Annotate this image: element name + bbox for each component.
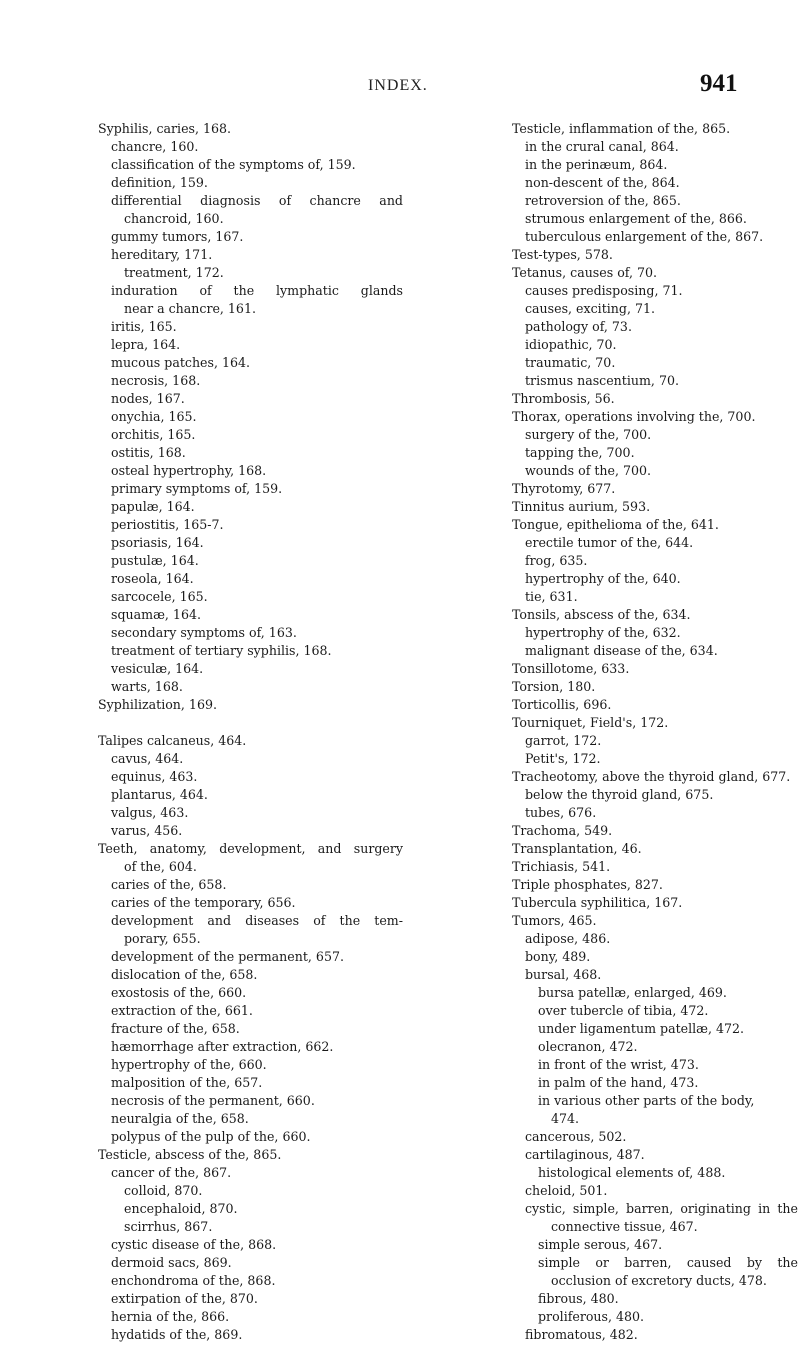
index-sub-entry: chancre, 160.: [111, 139, 199, 154]
index-sub-entry: cartilaginous, 487.: [525, 1147, 645, 1162]
index-heading-entry: Thrombosis, 56.: [512, 391, 615, 406]
index-heading-entry: Trichiasis, 541.: [512, 859, 611, 874]
index-sub-entry: polypus of the pulp of the, 660.: [111, 1129, 311, 1144]
index-sub-entry: primary symptoms of, 159.: [111, 481, 283, 496]
index-heading-entry: Transplantation, 46.: [512, 841, 642, 856]
index-heading-entry: Teeth, anatomy, development, and surgery: [98, 841, 403, 856]
index-heading-entry: Testicle, abscess of the, 865.: [98, 1147, 282, 1162]
index-sub-entry: orchitis, 165.: [111, 427, 196, 442]
index-sub-entry: osteal hypertrophy, 168.: [111, 463, 267, 478]
index-heading-entry: Tubercula syphilitica, 167.: [512, 895, 683, 910]
index-sub-entry: bony, 489.: [525, 949, 591, 964]
index-sub-entry: pustulæ, 164.: [111, 553, 199, 568]
index-sub-entry: in the perinæum, 864.: [525, 157, 668, 172]
index-sub-entry: tapping the, 700.: [525, 445, 635, 460]
index-sub-entry: sarcocele, 165.: [111, 589, 208, 604]
index-heading-entry: Torticollis, 696.: [512, 697, 612, 712]
index-sub-entry: ostitis, 168.: [111, 445, 186, 460]
index-sub-entry: in palm of the hand, 473.: [538, 1075, 699, 1090]
index-gap: [98, 714, 403, 732]
index-sub-entry: occlusion of excretory ducts, 478.: [551, 1273, 767, 1288]
index-sub-entry: non-descent of the, 864.: [525, 175, 680, 190]
index-sub-entry: hæmorrhage after extraction, 662.: [111, 1039, 334, 1054]
index-sub-entry: dermoid sacs, 869.: [111, 1255, 232, 1270]
index-sub-entry: cystic, simple, barren, originating in the: [525, 1201, 798, 1216]
index-column-right: [512, 120, 798, 1344]
index-heading-entry: Tetanus, causes of, 70.: [512, 265, 658, 280]
index-sub-entry: tie, 631.: [525, 589, 578, 604]
page-number: 941: [700, 70, 738, 97]
index-sub-entry: olecranon, 472.: [538, 1039, 638, 1054]
index-sub-entry: induration of the lymphatic glands: [111, 283, 403, 298]
index-sub-entry: varus, 456.: [111, 823, 183, 838]
index-sub-entry: hypertrophy of the, 632.: [525, 625, 681, 640]
index-sub-entry: wounds of the, 700.: [525, 463, 652, 478]
index-sub-entry: hereditary, 171.: [111, 247, 213, 262]
index-sub-entry: necrosis of the permanent, 660.: [111, 1093, 315, 1108]
index-sub-entry: retroversion of the, 865.: [525, 193, 681, 208]
index-sub-entry: cancerous, 502.: [525, 1129, 627, 1144]
index-sub-entry: in the crural canal, 864.: [525, 139, 679, 154]
index-sub-entry: necrosis, 168.: [111, 373, 201, 388]
index-sub-entry: hypertrophy of the, 640.: [525, 571, 681, 586]
index-sub-entry: strumous enlargement of the, 866.: [525, 211, 747, 226]
index-heading-entry: Syphilis, caries, 168.: [98, 121, 232, 136]
index-sub-entry: garrot, 172.: [525, 733, 602, 748]
index-sub-entry: fibromatous, 482.: [525, 1327, 638, 1342]
index-sub-entry: adipose, 486.: [525, 931, 611, 946]
index-sub-entry: 474.: [551, 1111, 580, 1126]
index-sub-entry: erectile tumor of the, 644.: [525, 535, 694, 550]
index-sub-entry: encephaloid, 870.: [124, 1201, 238, 1216]
index-sub-entry: hypertrophy of the, 660.: [111, 1057, 267, 1072]
index-heading-entry: Trachoma, 549.: [512, 823, 613, 838]
index-sub-entry: extraction of the, 661.: [111, 1003, 253, 1018]
index-sub-entry: idiopathic, 70.: [525, 337, 617, 352]
index-sub-entry: mucous patches, 164.: [111, 355, 251, 370]
index-sub-entry: exostosis of the, 660.: [111, 985, 247, 1000]
index-sub-entry: of the, 604.: [124, 859, 197, 874]
index-sub-entry: onychia, 165.: [111, 409, 197, 424]
index-sub-entry: nodes, 167.: [111, 391, 185, 406]
index-sub-entry: traumatic, 70.: [525, 355, 616, 370]
index-sub-entry: equinus, 463.: [111, 769, 198, 784]
index-sub-entry: treatment of tertiary syphilis, 168.: [111, 643, 332, 658]
index-sub-entry: colloid, 870.: [124, 1183, 203, 1198]
index-sub-entry: simple or barren, caused by the: [538, 1255, 798, 1270]
index-sub-entry: malposition of the, 657.: [111, 1075, 263, 1090]
index-sub-entry: porary, 655.: [124, 931, 201, 946]
index-sub-entry: neuralgia of the, 658.: [111, 1111, 249, 1126]
index-sub-entry: below the thyroid gland, 675.: [525, 787, 714, 802]
index-sub-entry: squamæ, 164.: [111, 607, 201, 622]
index-sub-entry: development of the permanent, 657.: [111, 949, 344, 964]
index-sub-entry: in front of the wrist, 473.: [538, 1057, 699, 1072]
index-sub-entry: papulæ, 164.: [111, 499, 195, 514]
index-sub-entry: vesiculæ, 164.: [111, 661, 204, 676]
index-heading-entry: Testicle, inflammation of the, 865.: [512, 121, 731, 136]
index-sub-entry: caries of the temporary, 656.: [111, 895, 296, 910]
index-sub-entry: cheloid, 501.: [525, 1183, 608, 1198]
index-heading-entry: Talipes calcaneus, 464.: [98, 733, 247, 748]
index-sub-entry: gummy tumors, 167.: [111, 229, 244, 244]
index-sub-entry: surgery of the, 700.: [525, 427, 652, 442]
index-heading-entry: Tonsillotome, 633.: [512, 661, 630, 676]
index-sub-entry: malignant disease of the, 634.: [525, 643, 718, 658]
index-sub-entry: bursa patellæ, enlarged, 469.: [538, 985, 727, 1000]
index-sub-entry: in various other parts of the body,: [538, 1093, 755, 1108]
index-sub-entry: enchondroma of the, 868.: [111, 1273, 276, 1288]
index-sub-entry: development and diseases of the tem-: [111, 913, 403, 928]
index-heading-entry: Tongue, epithelioma of the, 641.: [512, 517, 719, 532]
index-sub-entry: fibrous, 480.: [538, 1291, 619, 1306]
index-sub-entry: near a chancre, 161.: [124, 301, 256, 316]
index-sub-entry: simple serous, 467.: [538, 1237, 663, 1252]
index-heading-entry: Test-types, 578.: [512, 247, 613, 262]
index-sub-entry: cystic disease of the, 868.: [111, 1237, 277, 1252]
index-sub-entry: differential diagnosis of chancre and: [111, 193, 403, 208]
index-sub-entry: pathology of, 73.: [525, 319, 632, 334]
index-heading-entry: Tumors, 465.: [512, 913, 597, 928]
index-sub-entry: Petit's, 172.: [525, 751, 601, 766]
index-sub-entry: classification of the symptoms of, 159.: [111, 157, 356, 172]
index-sub-entry: hernia of the, 866.: [111, 1309, 230, 1324]
index-sub-entry: plantarus, 464.: [111, 787, 208, 802]
index-sub-entry: secondary symptoms of, 163.: [111, 625, 297, 640]
index-sub-entry: over tubercle of tibia, 472.: [538, 1003, 709, 1018]
index-sub-entry: psoriasis, 164.: [111, 535, 204, 550]
index-sub-entry: dislocation of the, 658.: [111, 967, 258, 982]
index-sub-entry: bursal, 468.: [525, 967, 602, 982]
index-sub-entry: extirpation of the, 870.: [111, 1291, 258, 1306]
index-sub-entry: warts, 168.: [111, 679, 183, 694]
index-sub-entry: under ligamentum patellæ, 472.: [538, 1021, 745, 1036]
index-sub-entry: causes, exciting, 71.: [525, 301, 655, 316]
index-sub-entry: scirrhus, 867.: [124, 1219, 213, 1234]
index-heading-entry: Triple phosphates, 827.: [512, 877, 663, 892]
index-heading-entry: Tonsils, abscess of the, 634.: [512, 607, 691, 622]
index-heading-entry: Tinnitus aurium, 593.: [512, 499, 651, 514]
index-sub-entry: caries of the, 658.: [111, 877, 227, 892]
index-sub-entry: causes predisposing, 71.: [525, 283, 683, 298]
index-sub-entry: chancroid, 160.: [124, 211, 224, 226]
index-sub-entry: hydatids of the, 869.: [111, 1327, 243, 1342]
index-sub-entry: cancer of the, 867.: [111, 1165, 232, 1180]
index-heading-entry: Tourniquet, Field's, 172.: [512, 715, 669, 730]
index-heading-entry: Thyrotomy, 677.: [512, 481, 616, 496]
index-sub-entry: frog, 635.: [525, 553, 588, 568]
index-heading-entry: Tracheotomy, above the thyroid gland, 677.: [512, 769, 791, 784]
index-column-left: [98, 120, 403, 1344]
index-sub-entry: tubes, 676.: [525, 805, 597, 820]
index-sub-entry: iritis, 165.: [111, 319, 177, 334]
index-sub-entry: treatment, 172.: [124, 265, 224, 280]
index-sub-entry: connective tissue, 467.: [551, 1219, 698, 1234]
index-sub-entry: proliferous, 480.: [538, 1309, 645, 1324]
index-sub-entry: definition, 159.: [111, 175, 208, 190]
index-sub-entry: cavus, 464.: [111, 751, 184, 766]
index-sub-entry: periostitis, 165-7.: [111, 517, 224, 532]
index-sub-entry: valgus, 463.: [111, 805, 189, 820]
index-sub-entry: lepra, 164.: [111, 337, 181, 352]
index-sub-entry: roseola, 164.: [111, 571, 194, 586]
running-header-title: INDEX.: [368, 77, 428, 94]
index-sub-entry: trismus nascentium, 70.: [525, 373, 679, 388]
index-sub-entry: tuberculous enlargement of the, 867.: [525, 229, 764, 244]
index-sub-entry: histological elements of, 488.: [538, 1165, 726, 1180]
index-heading-entry: Syphilization, 169.: [98, 697, 217, 712]
index-heading-entry: Torsion, 180.: [512, 679, 596, 694]
index-sub-entry: fracture of the, 658.: [111, 1021, 240, 1036]
index-heading-entry: Thorax, operations involving the, 700.: [512, 409, 756, 424]
